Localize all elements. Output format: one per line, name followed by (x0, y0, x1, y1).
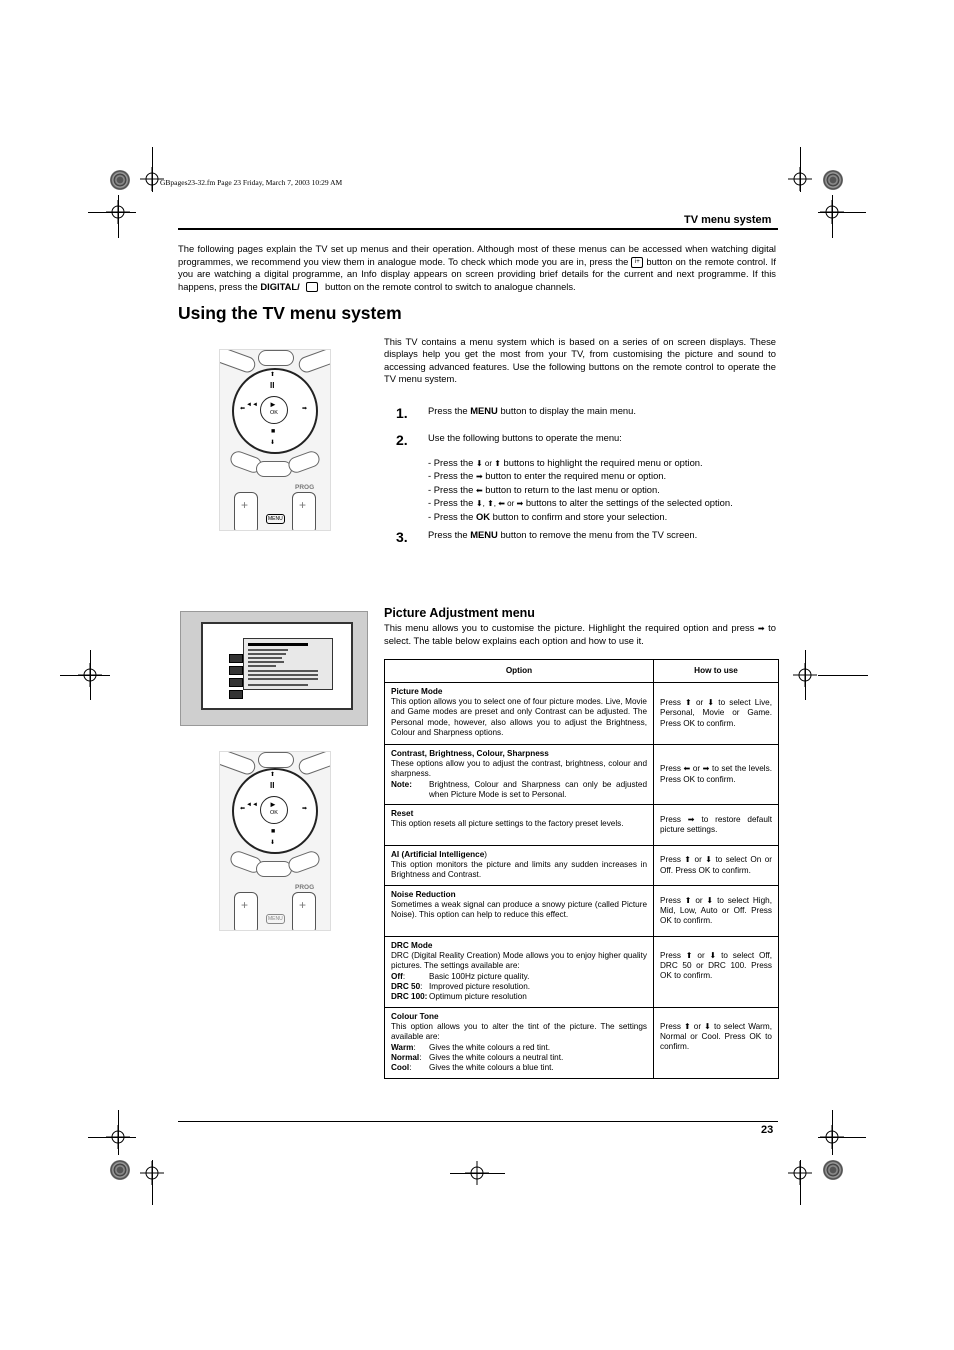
crop-mark (90, 650, 91, 700)
registration-rosette (823, 1160, 843, 1180)
step-number: 2. (396, 432, 408, 448)
column-header-how: How to use (654, 660, 779, 683)
picture-options-table (384, 659, 779, 1079)
page-number: 23 (761, 1124, 774, 1136)
table-row: Picture Mode This option allows you to select one of four picture modes. Live, Movie and Game modes are preset and only Contrast can be adjusted. The Personal mode, however, also allows you to adjust the Brightness, Colour and Sharpness options. Press ⬆ or ⬇ to select Live, Personal, Movie or Game. Press OK to confirm. (385, 683, 779, 745)
crop-mark (800, 1160, 801, 1205)
registration-rosette (110, 1160, 130, 1180)
remote-button (256, 461, 292, 477)
down-arrow-icon: ⬇ (270, 440, 276, 446)
list-item: - Press the ⬅ button to return to the last menu or option. (428, 483, 660, 495)
remote-button (258, 350, 294, 366)
subsection-title: Picture Adjustment menu (384, 606, 535, 620)
crop-mark (118, 1110, 119, 1155)
prog-label: PROG (295, 484, 315, 491)
plus-icon: + (241, 898, 249, 912)
crop-mark (832, 195, 833, 238)
crop-mark (800, 147, 801, 192)
crop-mark (118, 195, 119, 238)
step-text: Press the MENU button to display the main menu. (428, 405, 636, 416)
step-text: Use the following buttons to operate the menu: (428, 432, 622, 443)
remote-button (286, 449, 322, 475)
list-item: - Press the ⬇, ⬆, ⬅ or ➡ buttons to alter the settings of the selected option. (428, 497, 733, 509)
info-button-icon: i+ (631, 257, 643, 268)
registration-rosette (110, 170, 130, 190)
registration-rosette (823, 170, 843, 190)
step-number: 1. (396, 405, 408, 421)
step-text: Press the MENU button to remove the menu from the TV screen. (428, 529, 698, 540)
down-arrow-icon: ⬇ (270, 840, 276, 846)
plus-icon: + (299, 498, 307, 512)
bullet-list (428, 457, 778, 523)
up-arrow-icon: ⬆ (270, 372, 276, 378)
remote-button (256, 861, 292, 877)
step-number: 3. (396, 529, 408, 545)
rewind-icon: ◄◄ (246, 402, 258, 408)
play-icon: ► (269, 800, 277, 809)
crop-mark (818, 1137, 866, 1138)
remote-button (297, 349, 331, 375)
remote-control-illustration (219, 751, 331, 931)
table-row: DRC Mode DRC (Digital Reality Creation) Mode allows you to enjoy higher quality pictures. The settings available are: Off: Basic 100Hz picture quality. DRC 50: Improved picture resolution. DRC 100: Optimum picture resolution Press ⬆ or ⬇ to select Off, DRC 50 or DRC 100. Press OK to confirm. (385, 937, 779, 1008)
remote-button (219, 751, 257, 777)
ok-label: OK (270, 810, 278, 816)
play-icon: ► (269, 400, 277, 409)
crop-mark (832, 1110, 833, 1155)
crop-mark (805, 650, 806, 700)
stop-icon: ■ (271, 428, 276, 435)
right-arrow-icon: ➡ (757, 624, 765, 633)
crop-mark (818, 675, 868, 676)
list-item: - Press the ⬇ or ⬆ buttons to highlight the required menu or option. (428, 457, 703, 468)
footer-rule (178, 1121, 778, 1122)
tv-button-icon (306, 282, 318, 292)
section-title: Using the TV menu system (178, 303, 402, 323)
plus-icon: + (241, 498, 249, 512)
crop-mark (450, 1173, 505, 1174)
left-arrow-icon: ⬅ (240, 806, 246, 812)
remote-control-illustration (219, 349, 331, 531)
crop-mark (152, 1160, 153, 1205)
remote-button (219, 349, 257, 375)
up-arrow-icon: ⬆ (270, 772, 276, 778)
table-row: Noise Reduction Sometimes a weak signal can produce a snowy picture (called Picture Noise). This option can help to reduce this effect. Press ⬆ or ⬇ to select High, Mid, Low, Auto or Off. Press OK to confirm. (385, 886, 779, 937)
file-info: GBpages23-32.fm Page 23 Friday, March 7, 2003 10:29 AM (160, 178, 343, 187)
crop-mark (152, 147, 153, 192)
right-arrow-icon: ➡ (302, 806, 308, 812)
tv-screen (201, 622, 353, 710)
section-paragraph: This TV contains a menu system which is based on a series of on screen displays. These displays help you get the most from your TV, from customising the picture and sound to accessing advanced features. Use the following buttons on the remote control to operate the TV menu system. (384, 336, 776, 385)
on-screen-menu (243, 638, 333, 690)
header-rule (178, 228, 778, 230)
pause-icon: II (270, 381, 275, 390)
intro-paragraph: The following pages explain the TV set up menus and their operation. Although most of these menus can be accessed when watching digital programmes, we recommend you view them in analogue mode. To check which mode you are in, press the i+ button on the remote control. If you are watching a digital programme, an Info display appears on screen providing brief details for the current and next programme. If this happens, press the DIGITAL/ button on the remote control to switch to analogue channels. (178, 243, 777, 292)
list-item: - Press the OK button to confirm and store your selection. (428, 510, 668, 522)
table-row: AI (Artificial Intelligence) This option monitors the picture and limits any sudden increases in Brightness and Contrast. Press ⬆ or ⬇ to select On or Off. Press OK to confirm. (385, 846, 779, 886)
remote-button (297, 751, 331, 777)
right-arrow-icon: ➡ (302, 406, 308, 412)
table-header-row (385, 660, 779, 683)
running-header: TV menu system (684, 214, 772, 226)
subsection-paragraph: This menu allows you to customise the picture. Highlight the required option and press ➡ to select. The table below explains each option and how to use it. (384, 622, 776, 647)
prog-label: PROG (295, 884, 315, 891)
table-row: Colour Tone This option allows you to alter the tint of the picture. The settings available are: Warm: Gives the white colours a red tint. Normal: Gives the white colours a neutral tint. Cool: Gives the white colours a blue tint. Press ⬆ or ⬇ to select Warm, Normal or Cool. Press OK to confirm. (385, 1008, 779, 1079)
crop-mark (88, 1137, 136, 1138)
list-item: - Press the ➡ button to enter the required menu or option. (428, 470, 667, 482)
crop-mark (60, 675, 110, 676)
remote-button (258, 752, 294, 768)
crop-mark (818, 212, 866, 213)
ok-label: OK (270, 410, 278, 416)
menu-button: MENU (268, 516, 283, 522)
left-arrow-icon: ⬅ (240, 406, 246, 412)
table-row: Contrast, Brightness, Colour, Sharpness These options allow you to adjust the contrast, brightness, colour and sharpness. Note: Brightness, Colour and Sharpness can only be adjusted when Picture Mode is set to Personal. Press ⬅ or ➡ to set the levels. Press OK to confirm. (385, 745, 779, 805)
crop-mark (88, 212, 136, 213)
column-header-option: Option (385, 660, 654, 683)
plus-icon: + (299, 898, 307, 912)
tv-screen-illustration (180, 611, 368, 726)
stop-icon: ■ (271, 828, 276, 835)
remote-button (286, 849, 322, 875)
pause-icon: II (270, 781, 275, 790)
rewind-icon: ◄◄ (246, 802, 258, 808)
menu-button: MENU (268, 916, 283, 922)
table-row: Reset This option resets all picture settings to the factory preset levels. Press ➡ to restore default picture settings. (385, 805, 779, 846)
